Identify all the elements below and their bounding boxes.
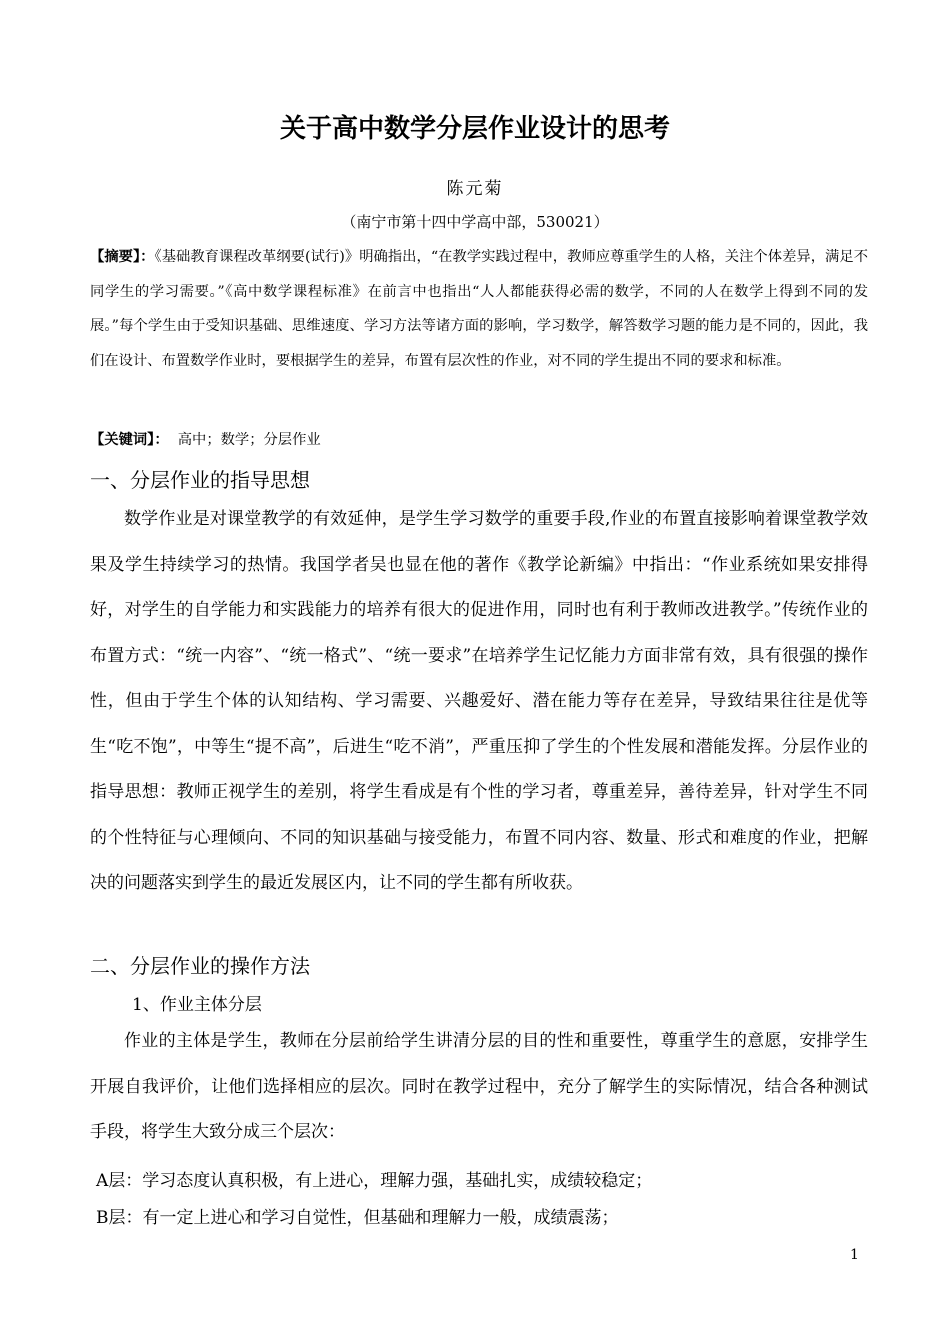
abstract	[90, 240, 868, 378]
level-a-item: A层：学习态度认真积极，有上进心，理解力强，基础扎实，成绩较稳定；	[96, 1171, 653, 1191]
keywords-colon: ：	[154, 432, 169, 448]
author-name: 陈元菊	[446, 179, 504, 199]
level-b-item: B层：有一定上进心和学习自觉性，但基础和理解力一般，成绩震荡；	[96, 1208, 619, 1228]
keywords-label: 【关键词】	[90, 432, 155, 448]
section-2-paragraph: 作业的主体是学生，教师在分层前给学生讲清分层的目的性和重要性，尊重学生的意愿，安排学生开展自我评价，让他们选择相应的层次。同时在教学过程中，充分了解学生的实际情况，结合各种测试手段，将学生大致分成三个层次：	[90, 1031, 868, 1142]
abstract-text: 《基础教育课程改革纲要(试行)》明确指出，“在教学实践过程中，教师应尊重学生的人格，关注个体差异，满足不同学生的学习需要。”《高中数学课程标准》在前言中也指出“人人都能获得必需的数学，不同的人在数学上得到不同的发展。”每个学生由于受知识基础、思维速度、学习方法等诸方面的影响，学习数学，解答数学习题的能力是不同的，因此，我们在设计、布置数学作业时，要根据学生的差异，布置有层次性的作业，对不同的学生提出不同的要求和标准。	[90, 249, 869, 369]
section-2-subheading: 1、作业主体分层	[132, 995, 262, 1015]
abstract-colon: ：	[140, 249, 155, 265]
keywords	[90, 425, 868, 455]
abstract-label: 【摘要】	[90, 249, 141, 265]
section-1-heading: 一、分层作业的指导思想	[90, 468, 310, 492]
section-2-heading: 二、分层作业的操作方法	[90, 954, 310, 978]
page-number: 1	[850, 1247, 859, 1263]
section-1-paragraph: 数学作业是对课堂教学的有效延伸，是学生学习数学的重要手段,作业的布置直接影响着课堂教学效果及学生持续学习的热情。我国学者吴也显在他的著作《教学论新编》中指出：“作业系统如果安排得好，对学生的自学能力和实践能力的培养有很大的促进作用，同时也有利于教师改进教学。”传统作业的布置方式：“统一内容”、“统一格式”、“统一要求”在培养学生记忆能力方面非常有效，具有很强的操作性，但由于学生个体的认知结构、学习需要、兴趣爱好、潜在能力等存在差异，导致结果往往是优等生“吃不饱”，中等生“提不高”，后进生“吃不消”，严重压抑了学生的个性发展和潜能发挥。分层作业的指导思想：教师正视学生的差别，将学生看成是有个性的学习者，尊重差异，善待差异，针对学生不同的个性特征与心理倾向、不同的知识基础与接受能力，布置不同内容、数量、形式和难度的作业，把解决的问题落实到学生的最近发展区内，让不同的学生都有所收获。	[90, 509, 868, 893]
keywords-text: 高中；数学；分层作业	[177, 432, 321, 448]
author-affiliation: （南宁市第十四中学高中部，530021）	[341, 213, 609, 231]
document-title: 关于高中数学分层作业设计的思考	[279, 114, 670, 144]
